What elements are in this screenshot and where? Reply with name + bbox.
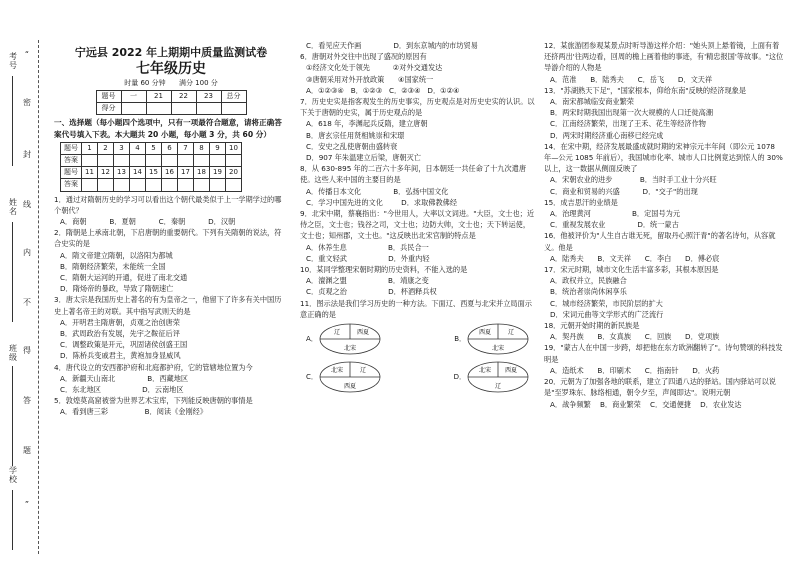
answer-options: A．开明君主隋唐朝，贞观之治创唐荣 xyxy=(60,317,180,327)
table-header-cell: 题号 xyxy=(61,142,82,154)
table-header-cell: 答案 xyxy=(61,179,82,191)
table-cell: 一 xyxy=(121,91,146,103)
answer-options: A．战争频繁 B．商业繁荣 C．交通便捷 D．农业发达 xyxy=(550,399,742,409)
questions-col3 xyxy=(544,40,784,410)
table-cell: 7 xyxy=(178,142,194,154)
answer-options: A．范准 B．陆秀夫 C．岳飞 D．文天祥 xyxy=(550,74,713,84)
column-2 xyxy=(300,40,536,396)
table-cell: 18 xyxy=(194,167,210,179)
table-cell: 4 xyxy=(130,142,146,154)
territory-diagram xyxy=(318,322,382,356)
table-cell[interactable] xyxy=(82,179,98,191)
region-label: 西夏 xyxy=(504,367,518,375)
seal-char: 线 xyxy=(23,200,31,209)
region-label: 北宋 xyxy=(343,345,356,353)
table-cell[interactable] xyxy=(226,179,242,191)
answer-options: C．东北地区 D．云南地区 xyxy=(60,385,184,395)
question-stem: 20．元朝为了加强各地的联系，建立了四通八达的驿站。国内驿站可以说是"至罗珠东、脉络相通，朝令夕至，声闻即达"。说明元朝 xyxy=(544,377,776,398)
question-stem: 15．成吉思汗的业绩是 xyxy=(544,197,618,207)
answer-options: C．城市经济繁荣，市民阶层的扩大 xyxy=(550,298,663,308)
question-stem: 12．某旅游团参观某景点时听导游这样介绍："她头顶上悬着镜，上面有着还挤两出'往两边看，回周的檐上画着他的事迹，有'精忠报国'等故事。"这位导游介绍的人物是 xyxy=(544,41,784,73)
seal-char: 内 xyxy=(23,248,31,257)
seal-dot: ” xyxy=(24,500,30,509)
school-blank[interactable] xyxy=(12,490,13,550)
binding-margin xyxy=(0,0,50,564)
table-cell xyxy=(221,103,246,115)
region-label: 西夏 xyxy=(356,329,369,337)
table-cell: 2 xyxy=(98,142,114,154)
table-cell xyxy=(121,103,146,115)
region-label: 辽 xyxy=(494,383,502,391)
table-cell: 1 xyxy=(82,142,98,154)
region-label: 北宋 xyxy=(478,367,492,375)
table-cell[interactable] xyxy=(98,179,114,191)
map-options xyxy=(300,320,536,396)
table-header-cell: 答案 xyxy=(61,155,82,167)
answer-options: B．统治者崇尚休闲享乐 xyxy=(550,287,627,297)
answer-options: B．武周政治有发展，先宇之鞍征后评 xyxy=(60,329,180,339)
table-header-cell: 题号 xyxy=(96,91,121,103)
answer-options: ①经济文化处于领先 ②对外交通发达 xyxy=(306,63,443,73)
table-cell[interactable] xyxy=(114,179,130,191)
question-stem: 11．图示法是我们学习历史的一种方法。下面辽、西夏与北宋并立局面示意正确的是 xyxy=(300,298,532,319)
question-stem: 19．"蒙古人在中国一步跨，却把他在东方欧洲翻转了"。诗句赞颂的科技发明是 xyxy=(544,343,783,364)
table-cell: 10 xyxy=(226,142,242,154)
table-cell[interactable] xyxy=(130,155,146,167)
answer-options: A．政权并立，民族融合 xyxy=(550,276,627,286)
answer-options: C．看见应天作画 D．到东京城内的市坊贸易 xyxy=(306,41,478,50)
answer-options: A．契丹族 B．女真族 C．回族 D．党项族 xyxy=(550,332,720,342)
answer-options: C．商业和贸易的兴盛 D．"交子"的出现 xyxy=(550,186,698,196)
table-cell: 8 xyxy=(194,142,210,154)
table-cell xyxy=(196,103,221,115)
answer-options: C．贞观之治 D．杯酒释兵权 xyxy=(306,287,437,297)
table-cell[interactable] xyxy=(162,155,178,167)
map-option xyxy=(454,360,530,394)
answer-options: A．澶渊之盟 B．靖康之变 xyxy=(306,276,429,286)
seal-line xyxy=(38,40,39,554)
name-label: 姓名 xyxy=(9,198,17,216)
exam-info xyxy=(54,78,288,88)
answer-options: C．重文轻武 D．外重内轻 xyxy=(306,253,430,263)
table-cell[interactable] xyxy=(98,155,114,167)
map-option xyxy=(306,360,382,394)
region-label: 西夏 xyxy=(478,329,492,337)
table-cell[interactable] xyxy=(194,155,210,167)
school-label: 学校 xyxy=(9,466,17,484)
question-stem: 18．元朝开始时期的新民族是 xyxy=(544,321,640,331)
question-stem: 17．宋元时期，城市文化生活丰富多彩，其根本原因是 xyxy=(544,265,719,275)
class-label: 班级 xyxy=(9,344,17,362)
answer-options: A．休养生息 B．兵民合一 xyxy=(306,242,429,252)
table-cell: 17 xyxy=(178,167,194,179)
map-option xyxy=(454,322,530,356)
question-stem: 1．通过对隋朝历史的学习可以看出这个朝代最类似于上一学期学过的哪个朝代？ xyxy=(54,194,282,215)
table-cell[interactable] xyxy=(194,179,210,191)
map-option-letter: B． xyxy=(454,335,466,344)
answer-options: A．隋文帝建立隋朝，以洛阳为都城 xyxy=(60,250,173,260)
table-cell: 14 xyxy=(130,167,146,179)
answer-options: C．学习中国先进的文化 D．求取佛教佛经 xyxy=(306,197,458,207)
answer-options: C．安史之乱使唐朝由盛转衰 xyxy=(306,141,398,151)
question-stem: 4．唐代设立的安西都护府和北庭都护府，它的管辖地位置为今 xyxy=(54,362,253,372)
answer-options: C．重视发展农业 D．统一蒙古 xyxy=(550,220,679,230)
answer-options: D．宋词元曲等文学形式的广泛流行 xyxy=(550,309,664,319)
question-stem: 8．从 630-895 年的二百六十多年间，日本朝廷一共任命了十九次遣唐使。这些人来中国的主要目的是 xyxy=(300,164,527,185)
table-cell: 19 xyxy=(210,167,226,179)
table-cell[interactable] xyxy=(178,155,194,167)
score-table xyxy=(96,90,247,115)
territory-diagram xyxy=(466,360,530,394)
questions-col2 xyxy=(300,40,536,320)
exam-number-blank[interactable] xyxy=(12,76,13,166)
table-cell: 5 xyxy=(146,142,162,154)
table-cell: 12 xyxy=(98,167,114,179)
answer-options: D．陈桥兵变戚君主，黄袍加身显威风 xyxy=(60,351,181,361)
answer-options: A．618 年，李渊起兵反隋，建立唐朝 xyxy=(306,119,428,129)
question-stem: 3．唐太宗是我国历史上著名的有为皇帝之一，他留下了许多有关中国历史上著名帝王的对联。其中指写武则天的是 xyxy=(54,295,282,316)
answer-options: A．南宋都城临安商业繁荣 xyxy=(550,97,634,107)
territory-diagram xyxy=(318,360,382,394)
answer-options: ③唐朝采用对外开放政策 ④国家统一 xyxy=(306,74,434,84)
region-label: 北宋 xyxy=(330,367,343,375)
table-cell: 3 xyxy=(114,142,130,154)
answer-options: A．宋朝农业的进步 B．当时手工业十分兴旺 xyxy=(550,175,717,185)
seal-dot: “ xyxy=(24,50,30,59)
question-stem: 2．隋朝是上承南北朝，下启唐朝的重要朝代。下列有关隋朝的说法，符合史实的是 xyxy=(54,228,282,249)
table-cell[interactable] xyxy=(130,179,146,191)
table-cell: 13 xyxy=(114,167,130,179)
question-stem: 16．他被评价为"人生自古谁无死，留取丹心照汗青"的著名诗句，从容就义。他是 xyxy=(544,231,776,252)
question-stem: 13．"苏湖熟天下足"，"国家根本，仰给东南"反映的经济现象是 xyxy=(544,85,747,95)
table-cell: 22 xyxy=(171,91,196,103)
time-label: 时量 60 分钟 xyxy=(124,79,166,87)
seal-char: 封 xyxy=(23,150,31,159)
region-label: 辽 xyxy=(333,329,340,337)
table-cell[interactable] xyxy=(146,155,162,167)
answer-options: D．隋炀帝的暴政，导致了隋朝速亡 xyxy=(60,284,174,294)
table-cell[interactable] xyxy=(114,155,130,167)
exam-subject: 七年级历史 xyxy=(136,61,206,77)
seal-char: 得 xyxy=(23,346,31,355)
seal-char: 答 xyxy=(23,396,31,405)
exam-title: 宁远县 2022 年上期期中质量监测试卷 xyxy=(74,46,268,59)
column-3 xyxy=(544,40,784,410)
answer-options: A．看到唐三彩 B．阅读《金刚经》 xyxy=(60,407,208,417)
table-cell xyxy=(171,103,196,115)
region-label: 北宋 xyxy=(491,345,505,353)
table-cell: 9 xyxy=(210,142,226,154)
map-option-letter: D． xyxy=(453,373,466,382)
question-stem: 6．唐朝对外交往中出现了盛况的原因有 xyxy=(300,52,427,62)
questions-col1 xyxy=(54,194,288,418)
table-cell: 16 xyxy=(162,167,178,179)
table-cell[interactable] xyxy=(210,179,226,191)
table-header-cell: 得分 xyxy=(96,103,121,115)
territory-diagram xyxy=(466,322,530,356)
class-blank[interactable] xyxy=(12,366,13,466)
table-cell: 15 xyxy=(146,167,162,179)
answer-options: A．①②③④ B．①②③ C．②③④ D．①②④ xyxy=(306,85,460,95)
table-cell[interactable] xyxy=(162,179,178,191)
answer-options: B．唐玄宗任用贤相姚崇和宋璟 xyxy=(306,130,405,140)
region-label: 西夏 xyxy=(343,383,356,391)
map-option-letter: A． xyxy=(306,335,318,344)
question-stem: 10．某同学整理宋朝时期的历史资料，不能入选的是 xyxy=(300,265,468,275)
answer-options: C．隋朝大运河的开通，促进了南北交通 xyxy=(60,273,188,283)
answer-options: A．新疆天山南北 B．西藏地区 xyxy=(60,373,189,383)
table-cell[interactable] xyxy=(82,155,98,167)
answer-options: B．隋朝经济繁荣，未能统一全国 xyxy=(60,261,166,271)
answer-table[interactable] xyxy=(60,142,242,192)
table-header-cell: 题号 xyxy=(61,167,82,179)
answer-options: A．传播日本文化 B．弘扬中国文化 xyxy=(306,186,449,196)
answer-options: C．调整政策是开元，巩固诸侯创盛王国 xyxy=(60,340,188,350)
name-blank[interactable] xyxy=(12,222,13,322)
table-cell xyxy=(146,103,171,115)
answer-options: A．治理黄河 B．定国号为元 xyxy=(550,209,681,219)
table-cell[interactable] xyxy=(178,179,194,191)
answer-options: B．两宋时期我国出现第一次大规模的人口迁徙高潮 xyxy=(550,108,714,118)
region-label: 辽 xyxy=(359,367,366,375)
question-stem: 14．在宋中期，经济发展最盛成就时期的宋神宗元丰年间（即公元 1078 年—公元 1085 年前后），我国城市化率、城市人口比例竟达到惊人的 30%以上，这一数据从侧面反映了 xyxy=(544,141,783,174)
seal-char: 不 xyxy=(23,298,31,307)
question-stem: 5．敦煌莫高窟被誉为世界艺术宝库，下列能反映唐朝的事情是 xyxy=(54,396,253,406)
column-1 xyxy=(54,40,288,418)
table-cell[interactable] xyxy=(210,155,226,167)
score-label: 满分 100 分 xyxy=(178,79,218,87)
table-cell: 20 xyxy=(226,167,242,179)
region-label: 辽 xyxy=(507,329,515,337)
seal-char: 密 xyxy=(23,98,31,107)
question-stem: 7．历史史实是指客观发生的历史事实，历史观点是对历史史实的认识。以下关于唐朝的史实，属于历史观点的是 xyxy=(300,97,535,118)
answer-options: A．造纸术 B．印刷术 C．指南针 D．火药 xyxy=(550,365,720,375)
question-stem: 9．北宋中期，蔡襄指出："今世用人，大率以文词进。"大臣，文士也；近侍之臣，文士也；钱谷之司，文士也；边防大帅，文士也；天下转运使，文士也；知州郡，文士也。"这反映出北宋官制的特点是 xyxy=(300,209,535,241)
table-cell: 23 xyxy=(196,91,221,103)
section-1-heading: 一、选择题（每小题四个选项中，只有一项最符合题意，请将正确答案代号填入下表。本大题共 20 小题，每小题 3 分，共 60 分） xyxy=(54,118,282,139)
table-cell: 21 xyxy=(146,91,171,103)
answer-options: D．907 年朱温建立后梁，唐朝灭亡 xyxy=(306,153,421,163)
exam-number-label: 考号 xyxy=(9,52,17,70)
answer-options: D．两宋时期经济重心南移已经完成 xyxy=(550,130,664,140)
answer-options: A．陆秀夫 B．文天祥 C．李白 D．傅必宸 xyxy=(550,253,720,263)
answer-options: A．商朝 B．夏朝 C．秦朝 D．汉朝 xyxy=(60,217,236,227)
table-cell: 总分 xyxy=(221,91,246,103)
table-cell[interactable] xyxy=(226,155,242,167)
map-row xyxy=(300,320,536,358)
answer-options: C．江南经济繁荣，出现了王禾、花生等经济作物 xyxy=(550,119,706,129)
table-cell[interactable] xyxy=(146,179,162,191)
map-row xyxy=(300,358,536,396)
map-option-letter: C． xyxy=(306,373,318,382)
table-cell: 6 xyxy=(162,142,178,154)
table-cell: 11 xyxy=(82,167,98,179)
map-option xyxy=(306,322,382,356)
seal-char: 题 xyxy=(23,446,31,455)
